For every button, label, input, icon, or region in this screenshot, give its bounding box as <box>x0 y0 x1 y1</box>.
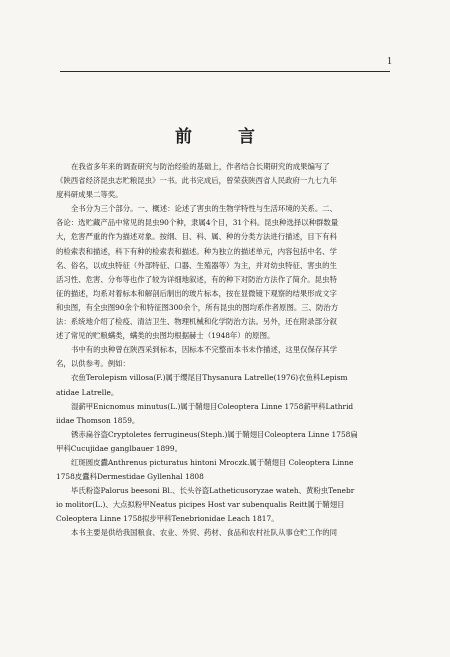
text-line: 度科研成果二等奖。 <box>56 190 123 200</box>
text-line: 甲科Cucujidae ganglbauer 1899。 <box>56 443 182 453</box>
header-rule <box>60 71 390 72</box>
text-line: 湿薪甲Enicnomus minutus(L.)属于鞘翅目Coleoptera Linne 1758薪甲科Lathrid <box>71 401 354 411</box>
text-line: 名、俗名，以成虫特征（外部特征、口器、生殖器等）为主，并对幼虫特征、害虫的生 <box>56 260 337 270</box>
text-line: 在我省多年来的调查研究与防治经验的基础上，作者结合长期研究的成果编写了 <box>71 162 330 171</box>
text-line: 法：系统地介绍了检疫、清洁卫生、物理机械和化学防治方法。另外，还在附录部分叙 <box>56 317 337 327</box>
text-line: 《陕西省经济昆虫志贮粮昆虫》一书。此书完成后，曾荣获陕西省人民政府一九七九年 <box>56 176 337 186</box>
preface-body <box>56 160 394 541</box>
text-line: 毕氏粉盗Palorus beesoni Bl.、长头谷盗Latheticusoryzae wateh、黄粉虫Tenebr <box>71 486 355 496</box>
text-line: 全书分为三个部分。一、概述：论述了害虫的生物学特性与生活环境的关系。二、 <box>71 204 338 214</box>
text-line: 锈赤扁谷盗Cryptoletes ferrugineus(Steph.)属于鞘翅目Coleoptera Linne 1758扁 <box>71 429 358 439</box>
text-line: 的检索表和描述，科下有种的检索表和描述。种为独立的描述单元，内容包括中名、学 <box>56 246 337 256</box>
text-line: 活习性、危害、分布等也作了较为详细地叙述，有的种下对防治方法作了简介。昆虫特 <box>56 274 337 284</box>
text-line: 各论：选贮藏产品中常见的昆虫90个种，隶属4个目，31个科。昆虫种选择以种群数量 <box>56 218 339 228</box>
text-line: 红斑圆皮蠹Anthrenus picturatus hintoni Mroczk.属于鞘翅目 Coleoptera Linne <box>71 457 354 467</box>
text-line: 征的描述，均系对着标本和解剖后制出的玻片标本，按在显微镜下观察的结果形成文字 <box>56 288 337 298</box>
text-line: 衣鱼Terolepism villosa(F.)属于缨尾目Thysanura Latrelle(1976)衣鱼科Lepism <box>71 373 348 383</box>
text-line: io molitor(L.)、大点拟粉甲Neatus picipes Host var subenqualis Reitt属于鞘翅目 <box>56 500 345 510</box>
text-line: Coleoptera Linne 1758拟步甲科Tenebrionidae Leach 1817。 <box>56 514 279 524</box>
text-line: 1758皮蠹科Dermestidae Gyllenhal 1808 <box>56 472 204 482</box>
text-line: 和虫图，有全虫图90余个和特征图300余个，所有昆虫的图均系作者原图。三、防治方 <box>56 302 339 312</box>
text-line: 书中有的虫种曾在陕西采到标本，因标本不完整而本书未作描述，这里仅保存其学 <box>71 345 338 355</box>
text-line: 本书主要是供给我国粮食、农业、外贸、药材、食品和农村社队从事仓贮工作的同 <box>71 528 338 538</box>
text-line: atidae Latrelle。 <box>56 387 119 397</box>
text-line: 大，危害严重的作为描述对象。按纲、目、科、属、种的分类方法进行描述，目下有科 <box>56 232 337 242</box>
page-number: 1 <box>387 56 392 67</box>
text-line: 述了常见的贮粮螨类，螨类的虫图均根据赫士（1948年）的原图。 <box>56 331 275 341</box>
text-line: 名，以供参考。例如： <box>56 359 130 369</box>
page-title: 前 言 <box>175 127 275 147</box>
text-line: iidae Thomson 1859。 <box>56 415 140 425</box>
